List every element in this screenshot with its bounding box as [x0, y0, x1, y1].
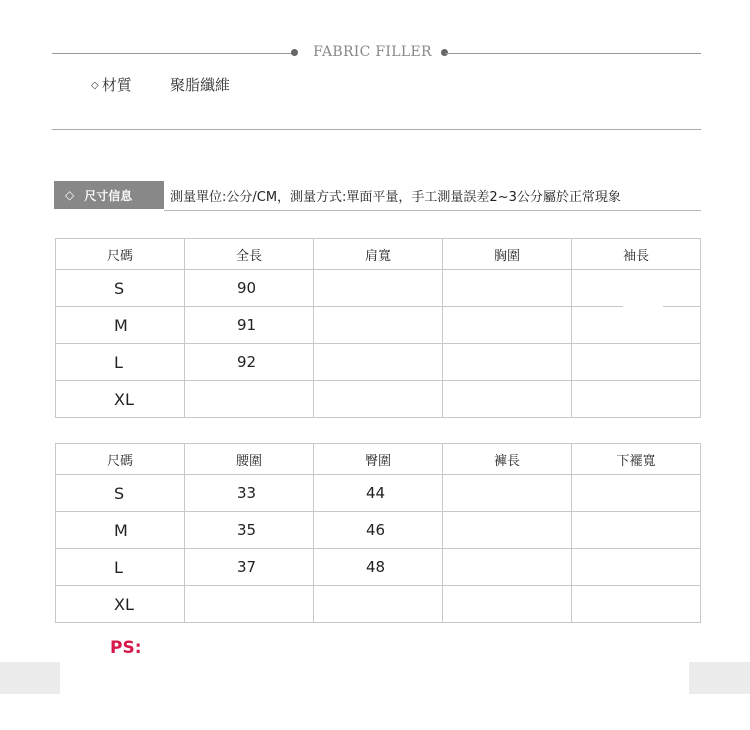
table-cell: 33 — [185, 475, 314, 512]
table-header-cell: 尺碼 — [56, 239, 185, 270]
table-cell — [443, 307, 572, 344]
table-cell — [314, 270, 443, 307]
table-cell — [572, 475, 701, 512]
table-row — [56, 307, 701, 344]
table-header-row — [56, 239, 701, 270]
table-cell — [185, 381, 314, 418]
table-header-cell: 下襬寬 — [572, 444, 701, 475]
table-header-cell: 褲長 — [443, 444, 572, 475]
table-cell — [443, 549, 572, 586]
table-cell: M — [56, 307, 185, 344]
table-row — [56, 549, 701, 586]
size-info-label — [54, 181, 164, 209]
size-info-title: 尺寸信息 — [84, 188, 133, 203]
table-cell: 37 — [185, 549, 314, 586]
material-row — [91, 74, 231, 95]
header-rule-right — [445, 53, 701, 54]
table-cell — [572, 512, 701, 549]
diamond-outline-icon: ◇ — [91, 80, 99, 91]
table-row — [56, 475, 701, 512]
table-cell: 48 — [314, 549, 443, 586]
table-cell — [443, 475, 572, 512]
material-label: 材質 — [101, 76, 132, 94]
table-header-cell: 胸圍 — [443, 239, 572, 270]
table-cell — [443, 344, 572, 381]
table-cell — [314, 307, 443, 344]
table-header-cell: 全長 — [185, 239, 314, 270]
table-header-cell: 臀圍 — [314, 444, 443, 475]
header-rule-left — [52, 53, 294, 54]
table-cell — [314, 586, 443, 623]
size-info-note: 測量單位:公分/CM，測量方式:單面平量，手工測量誤差2~3公分屬於正常現象 — [170, 190, 621, 205]
table-cell: XL — [56, 586, 185, 623]
table-cell: 92 — [185, 344, 314, 381]
table-cell: M — [56, 512, 185, 549]
table-cell — [572, 549, 701, 586]
table-cell — [185, 586, 314, 623]
table-header-cell: 腰圍 — [185, 444, 314, 475]
table-cell — [443, 512, 572, 549]
table-cell — [572, 381, 701, 418]
table-cell: XL — [56, 381, 185, 418]
section-title: FABRIC FILLER — [313, 44, 432, 60]
header-dot-left — [291, 49, 298, 56]
table-cell — [572, 344, 701, 381]
table-header-cell: 肩寬 — [314, 239, 443, 270]
table-cell — [443, 270, 572, 307]
table-cell: 90 — [185, 270, 314, 307]
footer-panel — [60, 662, 689, 694]
table-cell — [443, 381, 572, 418]
table-cell: L — [56, 344, 185, 381]
table-cell — [443, 586, 572, 623]
table-row — [56, 344, 701, 381]
table-cell: 46 — [314, 512, 443, 549]
table-cell: S — [56, 475, 185, 512]
table-header-cell: 袖長 — [572, 239, 701, 270]
table-row — [56, 381, 701, 418]
divider — [52, 129, 701, 130]
table-cell: 91 — [185, 307, 314, 344]
size-info-underline — [164, 210, 701, 211]
table-cell: 35 — [185, 512, 314, 549]
size-table-top — [55, 238, 701, 418]
table-header-cell: 尺碼 — [56, 444, 185, 475]
size-table-bottom — [55, 443, 701, 623]
table-cell — [314, 381, 443, 418]
diamond-outline-icon: ◇ — [65, 188, 75, 202]
table-header-row — [56, 444, 701, 475]
table-cell: S — [56, 270, 185, 307]
table-cell — [572, 586, 701, 623]
table-row — [56, 586, 701, 623]
table-cell: 44 — [314, 475, 443, 512]
table-row — [56, 270, 701, 307]
table-cell — [572, 307, 701, 344]
table-cell — [314, 344, 443, 381]
line-gap — [623, 298, 663, 310]
table-cell: L — [56, 549, 185, 586]
material-value: 聚脂纖維 — [170, 76, 231, 94]
ps-label: PS: — [110, 638, 142, 658]
table-row — [56, 512, 701, 549]
